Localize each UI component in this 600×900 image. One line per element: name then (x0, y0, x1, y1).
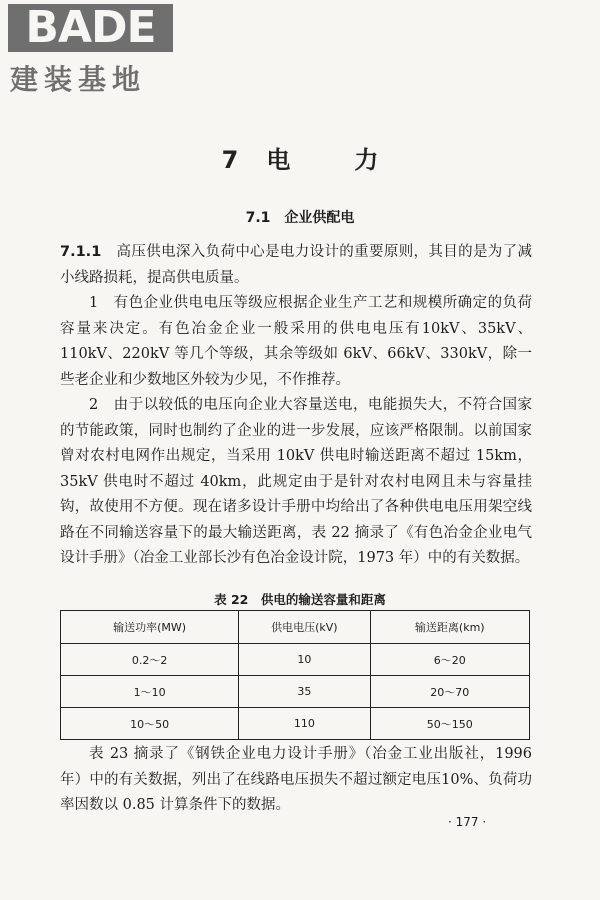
paragraph-2 (60, 393, 532, 572)
after-table-paragraph: 表 23 摘录了《钢铁企业电力设计手册》（冶金工业出版社，1996 年）中的有关数据，列出了在线路电压损失不超过额定电压10%、负荷功率因数以 0.85 计算条件下的数据。 (60, 746, 532, 813)
chapter-title-char-2: 力 (354, 146, 379, 174)
cell-voltage: 10 (239, 644, 370, 676)
bade-logo (8, 4, 178, 94)
cell-power: 1～10 (61, 676, 239, 708)
clause-number: 7.1.1 (60, 244, 102, 260)
table-row (61, 708, 530, 740)
table-header-row (61, 611, 530, 644)
paragraph-1 (60, 291, 532, 393)
table-caption: 表 22 供电的输送容量和距离 (214, 592, 386, 607)
paragraph-2-number: 2 (89, 397, 99, 413)
clause-text: 高压供电深入负荷中心是电力设计的重要原则，其目的是为了减小线路损耗，提高供电质量。 (60, 244, 533, 286)
section-number: 7.1 (245, 210, 271, 226)
logo-subtitle: 建装基地 (10, 63, 147, 96)
logo-wordmark: BADE (8, 4, 173, 52)
cell-voltage: 110 (239, 708, 370, 740)
clause-paragraph (60, 240, 532, 291)
page-number: · 177 · (448, 815, 487, 829)
body-text (60, 240, 532, 572)
header-power: 输送功率(MW) (61, 611, 239, 644)
cell-distance: 20～70 (370, 676, 529, 708)
section-title (0, 207, 600, 227)
cell-voltage: 35 (239, 676, 370, 708)
cell-distance: 50～150 (370, 708, 529, 740)
transmission-table (60, 610, 530, 740)
paragraph-1-text: 有色企业供电电压等级应根据企业生产工艺和规模所确定的负荷容量来决定。有色冶金企业一般采用的供电电压有10kV、35kV、110kV、220kV 等几个等级，其余等级如 6kV、66kV、330kV，除一些老企业和少数地区外较为少见，不作推荐。 (60, 295, 533, 388)
table-row (61, 676, 530, 708)
cell-power: 0.2～2 (61, 644, 239, 676)
cell-power: 10～50 (61, 708, 239, 740)
after-table-text (60, 742, 532, 819)
header-voltage: 供电电压(kV) (239, 611, 370, 644)
table-row (61, 644, 530, 676)
paragraph-1-number: 1 (89, 295, 99, 311)
header-distance: 输送距离(km) (370, 611, 529, 644)
section-heading: 企业供配电 (284, 210, 355, 226)
chapter-number: 7 (221, 146, 239, 174)
cell-distance: 6～20 (370, 644, 529, 676)
paragraph-2-text: 由于以较低的电压向企业大容量送电，电能损失大，不符合国家的节能政策，同时也制约了企业的进一步发展，应该严格限制。以前国家曾对农村电网作出规定，当采用 10kV 供电时输送距离不超过 15km，35kV 供电时不超过 40km，此规定由于是针对农村电网且未与容量挂钩，故使用不方便。现在诸多设计手册中均给出了各种供电电压用架空线路在不同输送容量下的最大输送距离，表 22 摘录了《有色冶金企业电气设计手册》（冶金工业部长沙有色冶金设计院，1973 年）中的有关数据。 (60, 397, 533, 566)
chapter-title (0, 140, 600, 175)
chapter-title-char-1: 电 (266, 146, 291, 174)
